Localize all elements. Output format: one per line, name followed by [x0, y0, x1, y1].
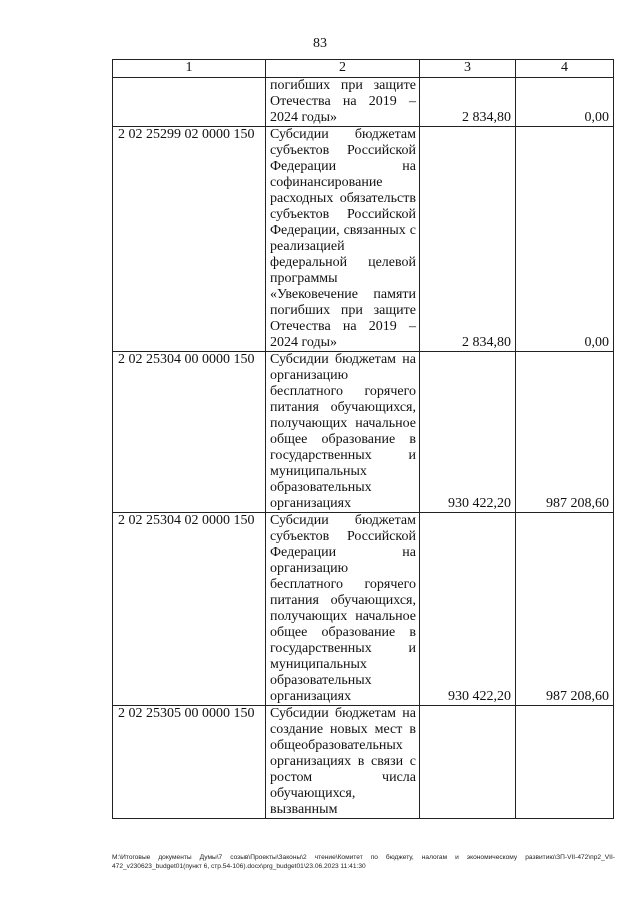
file-path-footer: М:\Итоговые документы Думы\7 созыв\Проекты\Законы\2 чтение\Комитет по бюджету, налогам и экономическому развитию\ЗП-VII-472\пр2_VII-472_v230623_budget01(пункт 6, стр.54-106).docx\prg_budget01\23.06.2023 11:41:30 [112, 854, 615, 870]
code-cell: 2 02 25305 00 0000 150 [113, 706, 266, 819]
header-cell: 2 [266, 60, 420, 78]
table-row [113, 513, 614, 706]
value-col4-cell [516, 706, 614, 819]
value-col4-cell: 0,00 [516, 78, 614, 127]
value-col3-cell: 930 422,20 [420, 352, 516, 513]
value-col3-cell: 2 834,80 [420, 78, 516, 127]
code-cell: 2 02 25299 02 0000 150 [113, 127, 266, 352]
description-cell: Субсидии бюджетам субъектов Российской Федерации на организацию бесплатного горячего питания обучающихся, получающих начальное общее образование в государственных и муниципальных образовательных организациях [266, 513, 420, 706]
page-number: 83 [313, 36, 327, 51]
table-row [113, 706, 614, 819]
description-cell: погибших при защите Отечества на 2019 – 2024 годы» [266, 78, 420, 127]
value-col4-cell: 987 208,60 [516, 513, 614, 706]
description-cell: Субсидии бюджетам субъектов Российской Федерации на софинансирование расходных обязательств субъектов Российской Федерации, связанных с реализацией федеральной целевой программы «Увековечение памяти погибших при защите Отечества на 2019 – 2024 годы» [266, 127, 420, 352]
code-cell: 2 02 25304 02 0000 150 [113, 513, 266, 706]
table-header-row [113, 60, 614, 78]
table-row [113, 127, 614, 352]
code-cell [113, 78, 266, 127]
header-cell: 1 [113, 60, 266, 78]
code-cell: 2 02 25304 00 0000 150 [113, 352, 266, 513]
description-cell: Субсидии бюджетам на создание новых мест в общеобразовательных организациях в связи с ростом числа обучающихся, вызванным [266, 706, 420, 819]
budget-table [112, 59, 614, 819]
header-cell: 4 [516, 60, 614, 78]
value-col3-cell: 2 834,80 [420, 127, 516, 352]
header-cell: 3 [420, 60, 516, 78]
description-cell: Субсидии бюджетам на организацию бесплатного горячего питания обучающихся, получающих начальное общее образование в государственных и муниципальных образовательных организациях [266, 352, 420, 513]
value-col4-cell: 987 208,60 [516, 352, 614, 513]
value-col3-cell: 930 422,20 [420, 513, 516, 706]
value-col4-cell: 0,00 [516, 127, 614, 352]
table-row [113, 352, 614, 513]
table-row [113, 78, 614, 127]
value-col3-cell [420, 706, 516, 819]
